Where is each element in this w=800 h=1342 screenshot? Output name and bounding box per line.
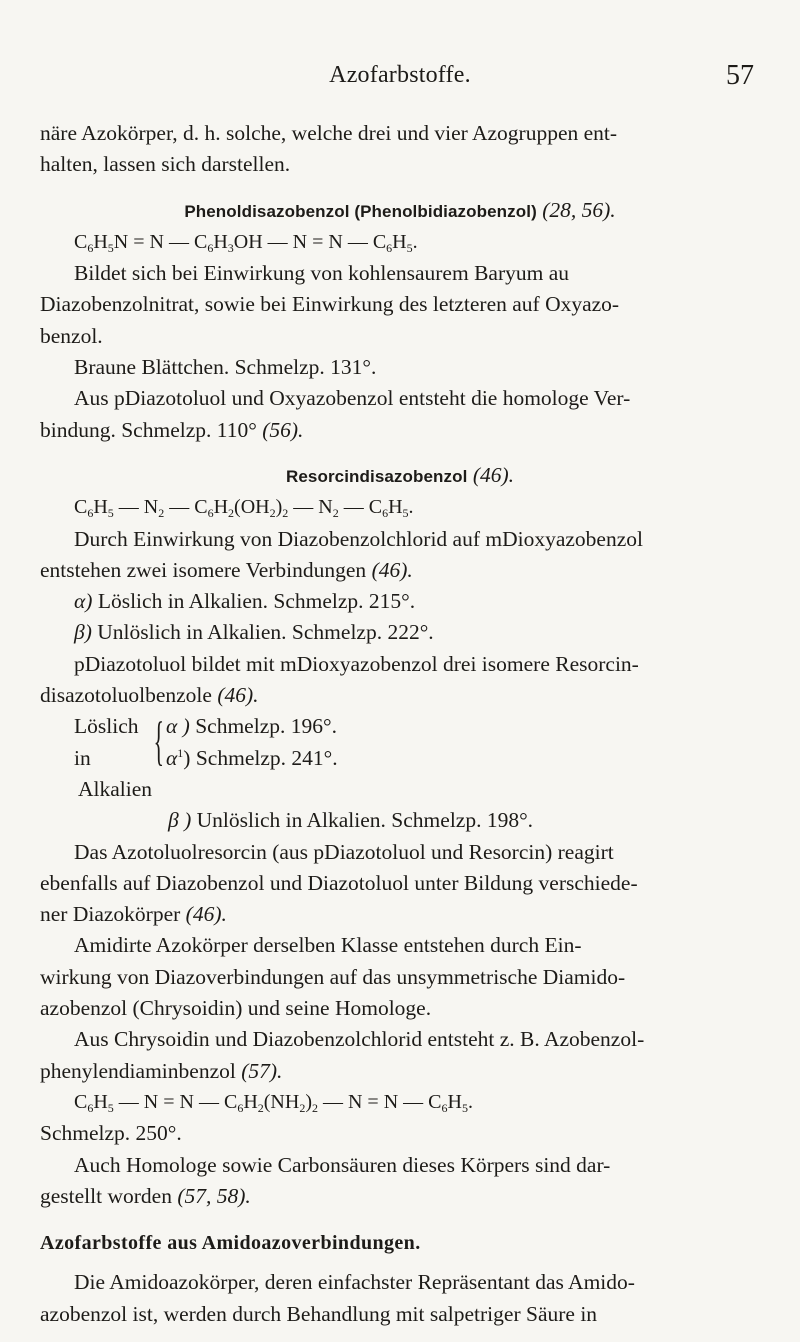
reference: (46).: [472, 462, 515, 487]
paragraph-line: benzol.: [40, 323, 103, 348]
paragraph-line: entstehen zwei isomere Verbindungen (46).: [40, 557, 413, 582]
page-body: [40, 118, 760, 1330]
paragraph-line: pDiazotoluol bildet mit mDioxyazobenzol drei isomere Resorcin-: [74, 651, 639, 676]
list-item: α ) Schmelzp. 196°.: [166, 714, 337, 739]
paragraph-line: Durch Einwirkung von Diazobenzolchlorid auf mDioxyazobenzol: [74, 526, 643, 551]
left-brace-icon: {: [153, 711, 164, 772]
list-item: β ) Unlöslich in Alkalien. Schmelzp. 198°.: [168, 808, 534, 833]
paragraph-line: Diazobenzolnitrat, sowie bei Einwirkung des letzteren auf Oxyazo-: [40, 292, 620, 317]
paragraph-line: Aus pDiazotoluol und Oxyazobenzol entsteht die homologe Ver-: [74, 386, 631, 411]
paragraph-line: phenylendiaminbenzol (57).: [40, 1058, 283, 1083]
chemical-formula: $C_6H_5N = N$ — $C_6H_3OH$ — N = N — $C_6H_5$.: [74, 230, 418, 255]
paragraph-line: halten, lassen sich darstellen.: [40, 152, 291, 177]
section-heading: Azofarbstoffe aus Amidoazoverbindungen.: [40, 1232, 421, 1255]
paragraph-line: Bildet sich bei Einwirkung von kohlensaurem Baryum au: [74, 261, 570, 286]
brace-options: [166, 711, 338, 805]
list-item: $\alpha^1$) Schmelzp. 241°.: [166, 745, 338, 770]
paragraph-line: ner Diazokörper (46).: [40, 902, 227, 927]
list-item: β) Unlöslich in Alkalien. Schmelzp. 222°.: [74, 620, 434, 645]
compound-name: Resorcindisazobenzol: [285, 466, 468, 486]
paragraph-line: wirkung von Diazoverbindungen auf das unsymmetrische Diamido-: [40, 964, 626, 989]
paragraph-line: Schmelzp. 250°.: [40, 1121, 182, 1146]
paragraph-line: Braune Blättchen. Schmelzp. 131°.: [74, 355, 377, 380]
chemical-formula: $C_6H_5$ — N = N — $C_6H_2(NH_2)_2$ — N = N — $C_6H_5$.: [74, 1090, 473, 1115]
paragraph-line: Aus Chrysoidin und Diazobenzolchlorid entsteht z. B. Azobenzol-: [74, 1027, 645, 1052]
reference: (28, 56).: [542, 197, 616, 222]
paragraph-line: Das Azotoluolresorcin (aus pDiazotoluol und Resorcin) reagirt: [74, 839, 614, 864]
paragraph-line: disazotoluolbenzole (46).: [40, 683, 259, 708]
list-item: α) Löslich in Alkalien. Schmelzp. 215°.: [74, 589, 416, 614]
paragraph-line: bindung. Schmelzp. 110° (56).: [40, 417, 304, 442]
paragraph-line: Auch Homologe sowie Carbonsäuren dieses Körpers sind dar-: [74, 1152, 611, 1177]
paragraph-line: Amidirte Azokörper derselben Klasse entstehen durch Ein-: [74, 933, 582, 958]
page-number: 57: [726, 60, 754, 91]
compound-heading-phenoldisazobenzol: [40, 195, 760, 227]
paragraph-line: ebenfalls auf Diazobenzol und Diazotoluol unter Bildung verschiede-: [40, 870, 638, 895]
running-header: [40, 62, 760, 102]
running-title: Azofarbstoffe.: [329, 62, 471, 88]
paragraph-line: azobenzol (Chrysoidin) und seine Homologe.: [40, 996, 432, 1021]
brace-label: Löslich in Alkalien: [74, 714, 153, 801]
compound-heading-resorcindisazobenzol: [40, 460, 760, 492]
paragraph-line: azobenzol ist, werden durch Behandlung mit salpetriger Säure in: [40, 1301, 598, 1326]
paragraph-line: Die Amidoazokörper, deren einfachster Repräsentant das Amido-: [74, 1270, 635, 1295]
paragraph-line: näre Azokörper, d. h. solche, welche drei und vier Azogruppen ent-: [40, 121, 618, 145]
compound-name: Phenoldisazobenzol (Phenolbidiazobenzol): [184, 201, 537, 221]
brace-group: [40, 711, 760, 805]
paragraph-line: gestellt worden (57, 58).: [40, 1183, 251, 1208]
chemical-formula: $C_6H_5$ — $N_2$ — $C_6H_2(OH_2)_2$ — $N_2$ — $C_6H_5$.: [74, 496, 414, 521]
